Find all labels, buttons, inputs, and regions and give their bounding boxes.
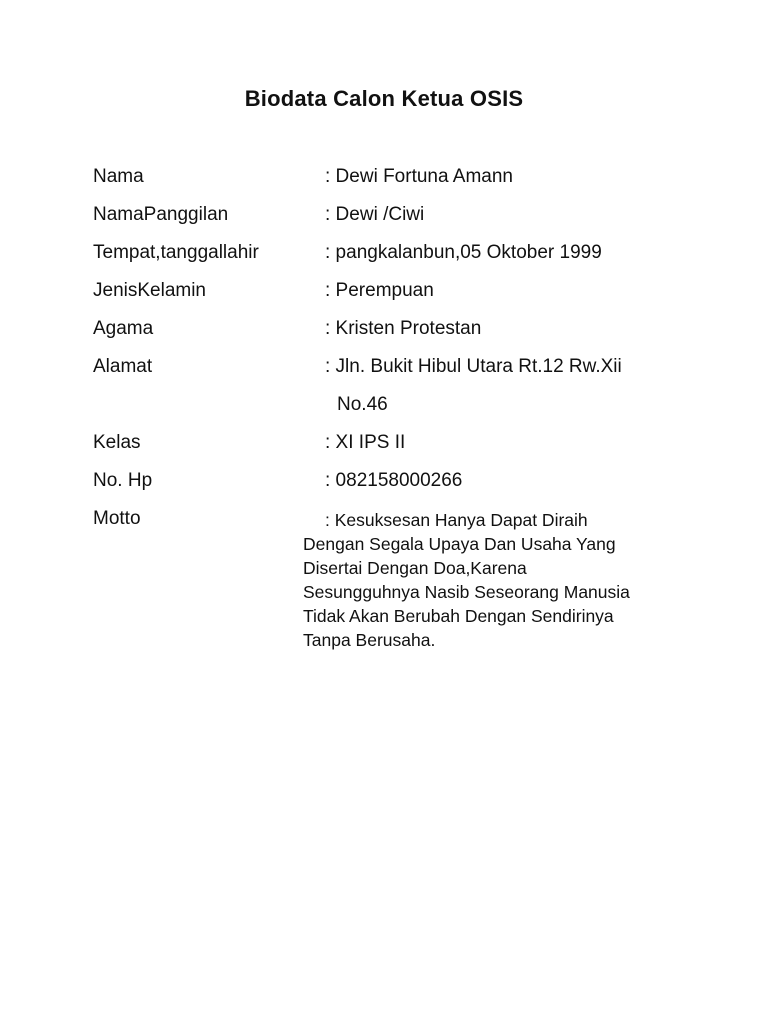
field-row-alamat [93,354,693,380]
motto-first-line: : Kesuksesan Hanya Dapat Diraih [325,510,588,530]
field-row-agama [93,316,693,342]
field-row-tempat-tanggal-lahir [93,240,693,266]
field-label: JenisKelamin [93,280,206,301]
alamat-continuation: No.46 [337,394,388,415]
motto-line: Tanpa Berusaha. [303,630,436,650]
field-label: Alamat [93,356,153,377]
field-label: No. Hp [93,470,153,491]
field-label: Agama [93,318,154,339]
field-value: : Dewi /Ciwi [325,204,425,225]
field-value: : XI IPS II [325,432,406,453]
field-row-jenis-kelamin [93,278,693,304]
field-row-nama [93,164,693,190]
field-label: Nama [93,166,144,187]
motto-line: Tidak Akan Berubah Dengan Sendirinya [303,606,614,626]
field-value: : Jln. Bukit Hibul Utara Rt.12 Rw.Xii [325,356,622,377]
field-label: Kelas [93,432,141,453]
field-label: Motto [93,508,141,529]
motto-line: Sesungguhnya Nasib Seseorang Manusia [303,582,630,602]
field-value: : pangkalanbun,05 Oktober 1999 [325,242,602,263]
field-label: Tempat,tanggallahir [93,242,259,263]
field-label: NamaPanggilan [93,204,229,225]
field-row-kelas [93,430,693,456]
document-title: Biodata Calon Ketua OSIS [244,86,524,111]
field-value: : 082158000266 [325,470,463,491]
field-value: : Perempuan [325,280,434,301]
field-value: : Kristen Protestan [325,318,482,339]
motto-line: Dengan Segala Upaya Dan Usaha Yang [303,534,616,554]
motto-line: Disertai Dengan Doa,Karena [303,558,527,578]
field-row-nama-panggilan [93,202,693,228]
field-row-no-hp [93,468,693,494]
field-value: : Dewi Fortuna Amann [325,166,513,187]
